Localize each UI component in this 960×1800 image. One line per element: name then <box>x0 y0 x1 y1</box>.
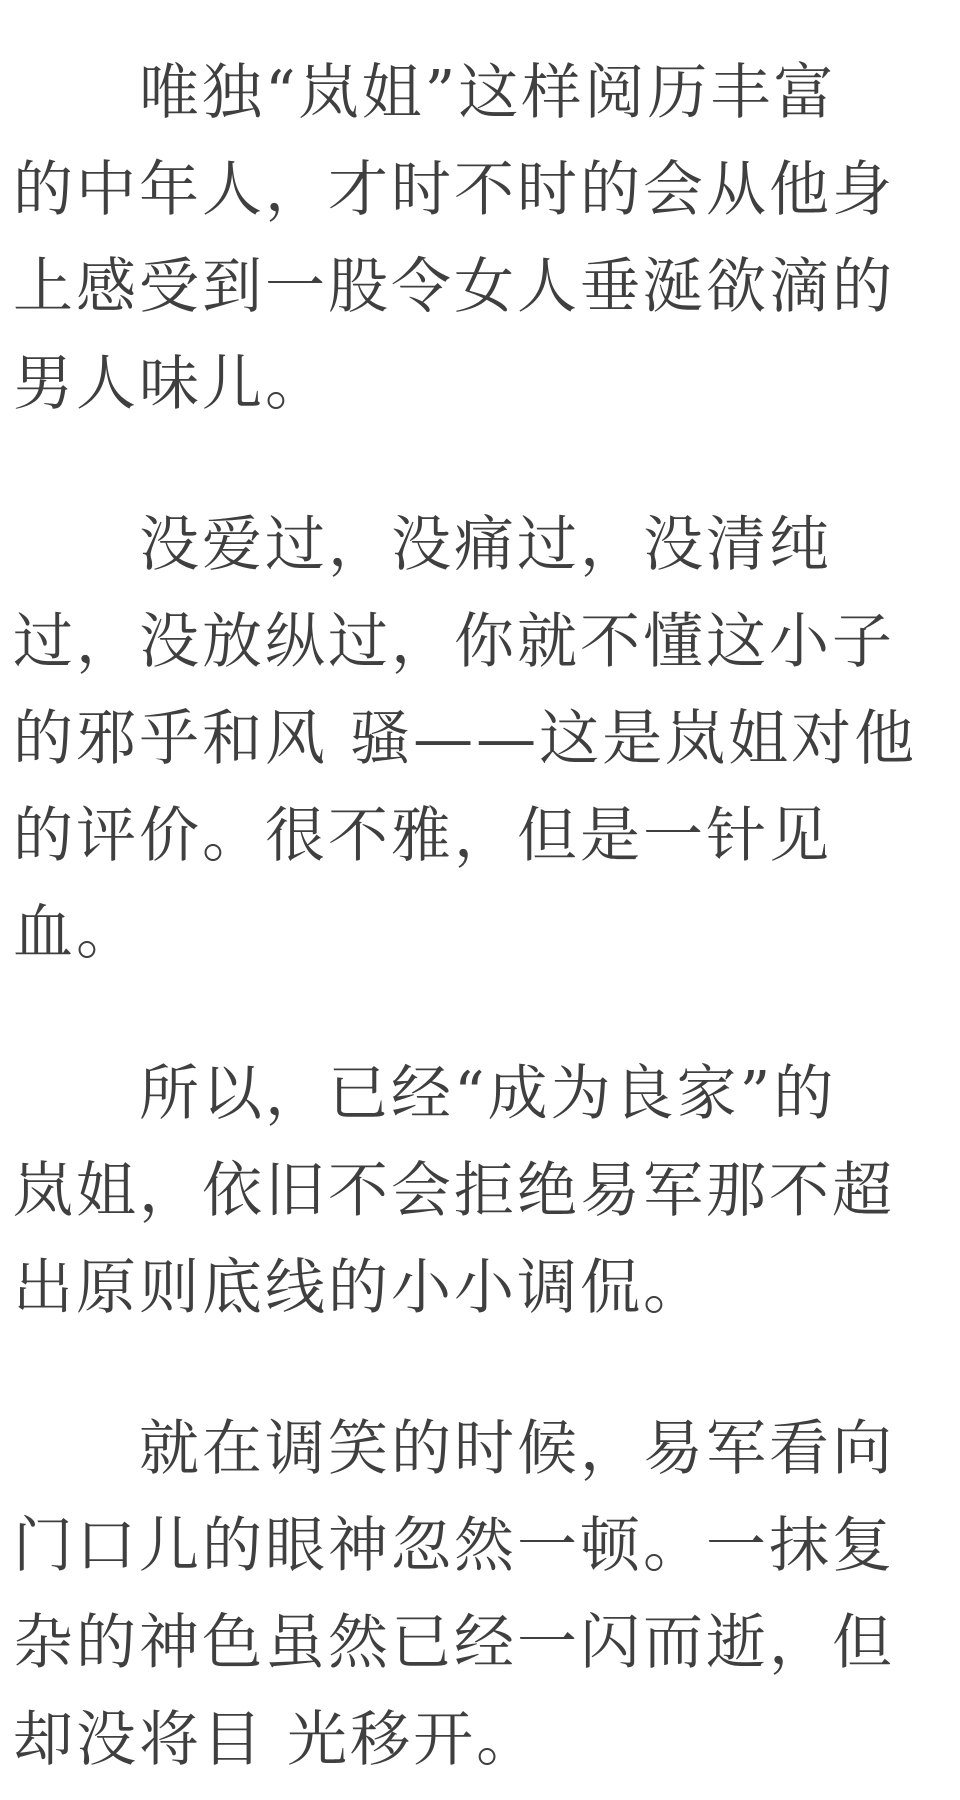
text-line: 所以，已经“成为良家”的 <box>139 1059 837 1129</box>
text-line: 就在调笑的时候，易军看向 <box>139 1414 895 1484</box>
text-line: 过，没放纵过，你就不懂这小子 <box>13 607 895 677</box>
text-line: 上感受到一股令女人垂涎欲滴的 <box>13 252 895 322</box>
text-line: 的邪乎和风 骚——这是岚姐对他 <box>13 704 918 774</box>
text-line: 却没将目 光移开。 <box>13 1705 540 1775</box>
text-line: 杂的神色虽然已经一闪而逝，但 <box>13 1608 895 1678</box>
paragraph <box>13 497 950 982</box>
text-line: 唯独“岚姐”这样阅历丰富 <box>139 58 837 128</box>
text-line: 的评价。很不雅，但是一针见 <box>13 801 832 871</box>
text-line: 血。 <box>13 898 139 968</box>
text-line: 没爱过，没痛过，没清纯 <box>139 510 832 580</box>
text-line: 的中年人，才时不时的会从他身 <box>13 155 895 225</box>
text-line: 岚姐，依旧不会拒绝易军那不超 <box>13 1156 895 1226</box>
text-line: 门口儿的眼神忽然一顿。一抹复 <box>13 1511 895 1581</box>
paragraph <box>13 1401 950 1789</box>
paragraph <box>13 45 950 433</box>
paragraph <box>13 1046 950 1337</box>
text-line: 出原则底线的小小调侃。 <box>13 1253 706 1323</box>
text-line: 男人味儿。 <box>13 349 328 419</box>
